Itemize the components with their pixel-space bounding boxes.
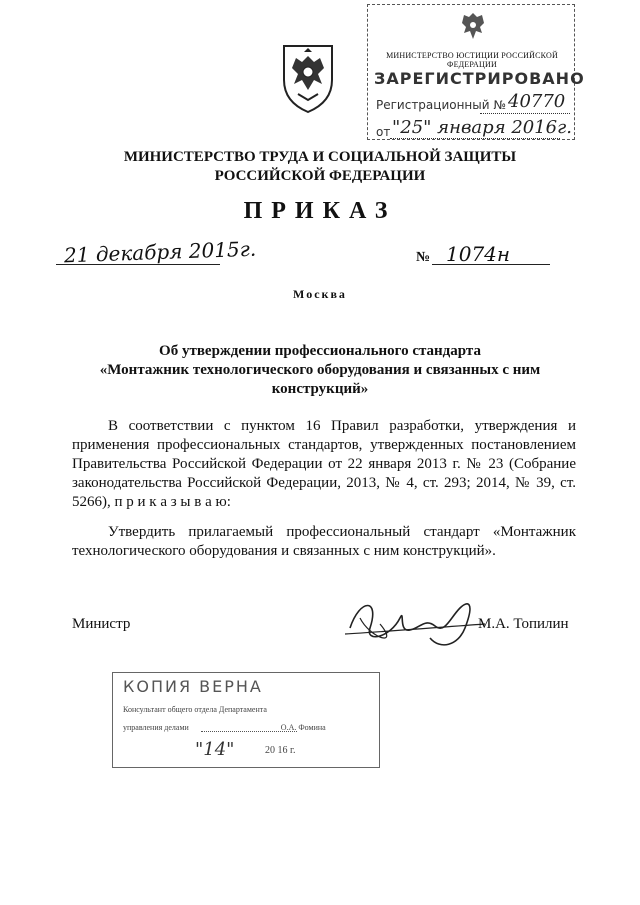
signatory-name: М.А. Топилин	[478, 616, 569, 632]
order-subject	[90, 342, 550, 399]
document-type: ПРИКАЗ	[243, 198, 397, 224]
stamp-date-label: от	[376, 125, 391, 139]
registration-stamp	[367, 4, 585, 140]
order-number-underline	[432, 264, 550, 265]
copy-stamp-position: Консультант общего отдела Департамента	[123, 705, 267, 714]
russian-emblem-icon	[276, 40, 340, 114]
copy-stamp-date: "14"	[195, 739, 235, 760]
stamp-status: ЗАРЕГИСТРИРОВАНО	[374, 69, 585, 88]
stamp-number-label: Регистрационный №	[376, 98, 506, 112]
order-date-underline	[56, 264, 220, 265]
subject-line-2: «Монтажник технологического оборудования и связанных с ним	[99, 362, 541, 378]
copy-stamp-signature-line	[201, 731, 297, 732]
city: Москва	[293, 287, 347, 301]
number-sign: №	[416, 250, 431, 265]
stamp-number-underline	[480, 113, 570, 114]
copy-verified-stamp	[112, 672, 380, 768]
copy-stamp-year: 20 16 г.	[265, 745, 296, 756]
order-number: 1074н	[446, 242, 511, 266]
subject-line-3: конструкций»	[271, 381, 369, 397]
subject-line-1: Об утверждении профессионального стандарта	[159, 343, 481, 359]
stamp-emblem-icon	[458, 9, 488, 45]
body-paragraph-1: В соответствии с пунктом 16 Правил разработки, утверждения и применения профессиональных стандартов, утвержденных постановлением Правительства Российской Федерации от 22 января 2013 г. № 23 (Собрание законодательства Российской Федерации, 2013, № 4, ст. 293; 2014, № 39, ст. 5266), п р и к а з ы в а ю:	[72, 418, 576, 510]
ministry-line-1: МИНИСТЕРСТВО ТРУДА И СОЦИАЛЬНОЙ ЗАЩИТЫ	[123, 149, 517, 165]
ministry-line-2: РОССИЙСКОЙ ФЕДЕРАЦИИ	[214, 168, 426, 184]
copy-stamp-title: КОПИЯ ВЕРНА	[123, 677, 263, 696]
order-date: 21 декабря 2015г.	[63, 236, 257, 268]
copy-stamp-officer-name: О.А. Фомина	[280, 723, 326, 732]
body-paragraph-2: Утвердить прилагаемый профессиональный стандарт «Монтажник технологического оборудования и связанных с ним конструкций».	[72, 524, 576, 559]
stamp-ministry-name: МИНИСТЕРСТВО ЮСТИЦИИ РОССИЙСКОЙ ФЕДЕРАЦИИ	[386, 51, 558, 69]
stamp-date-underline	[390, 138, 560, 139]
stamp-number-value: 40770	[508, 91, 566, 112]
copy-stamp-department-label: управления делами	[123, 723, 189, 732]
stamp-date-value: "25" января 2016г.	[392, 117, 572, 138]
signatory-title: Министр	[72, 616, 131, 632]
ministry-name	[0, 148, 640, 186]
handwritten-signature	[340, 588, 490, 658]
